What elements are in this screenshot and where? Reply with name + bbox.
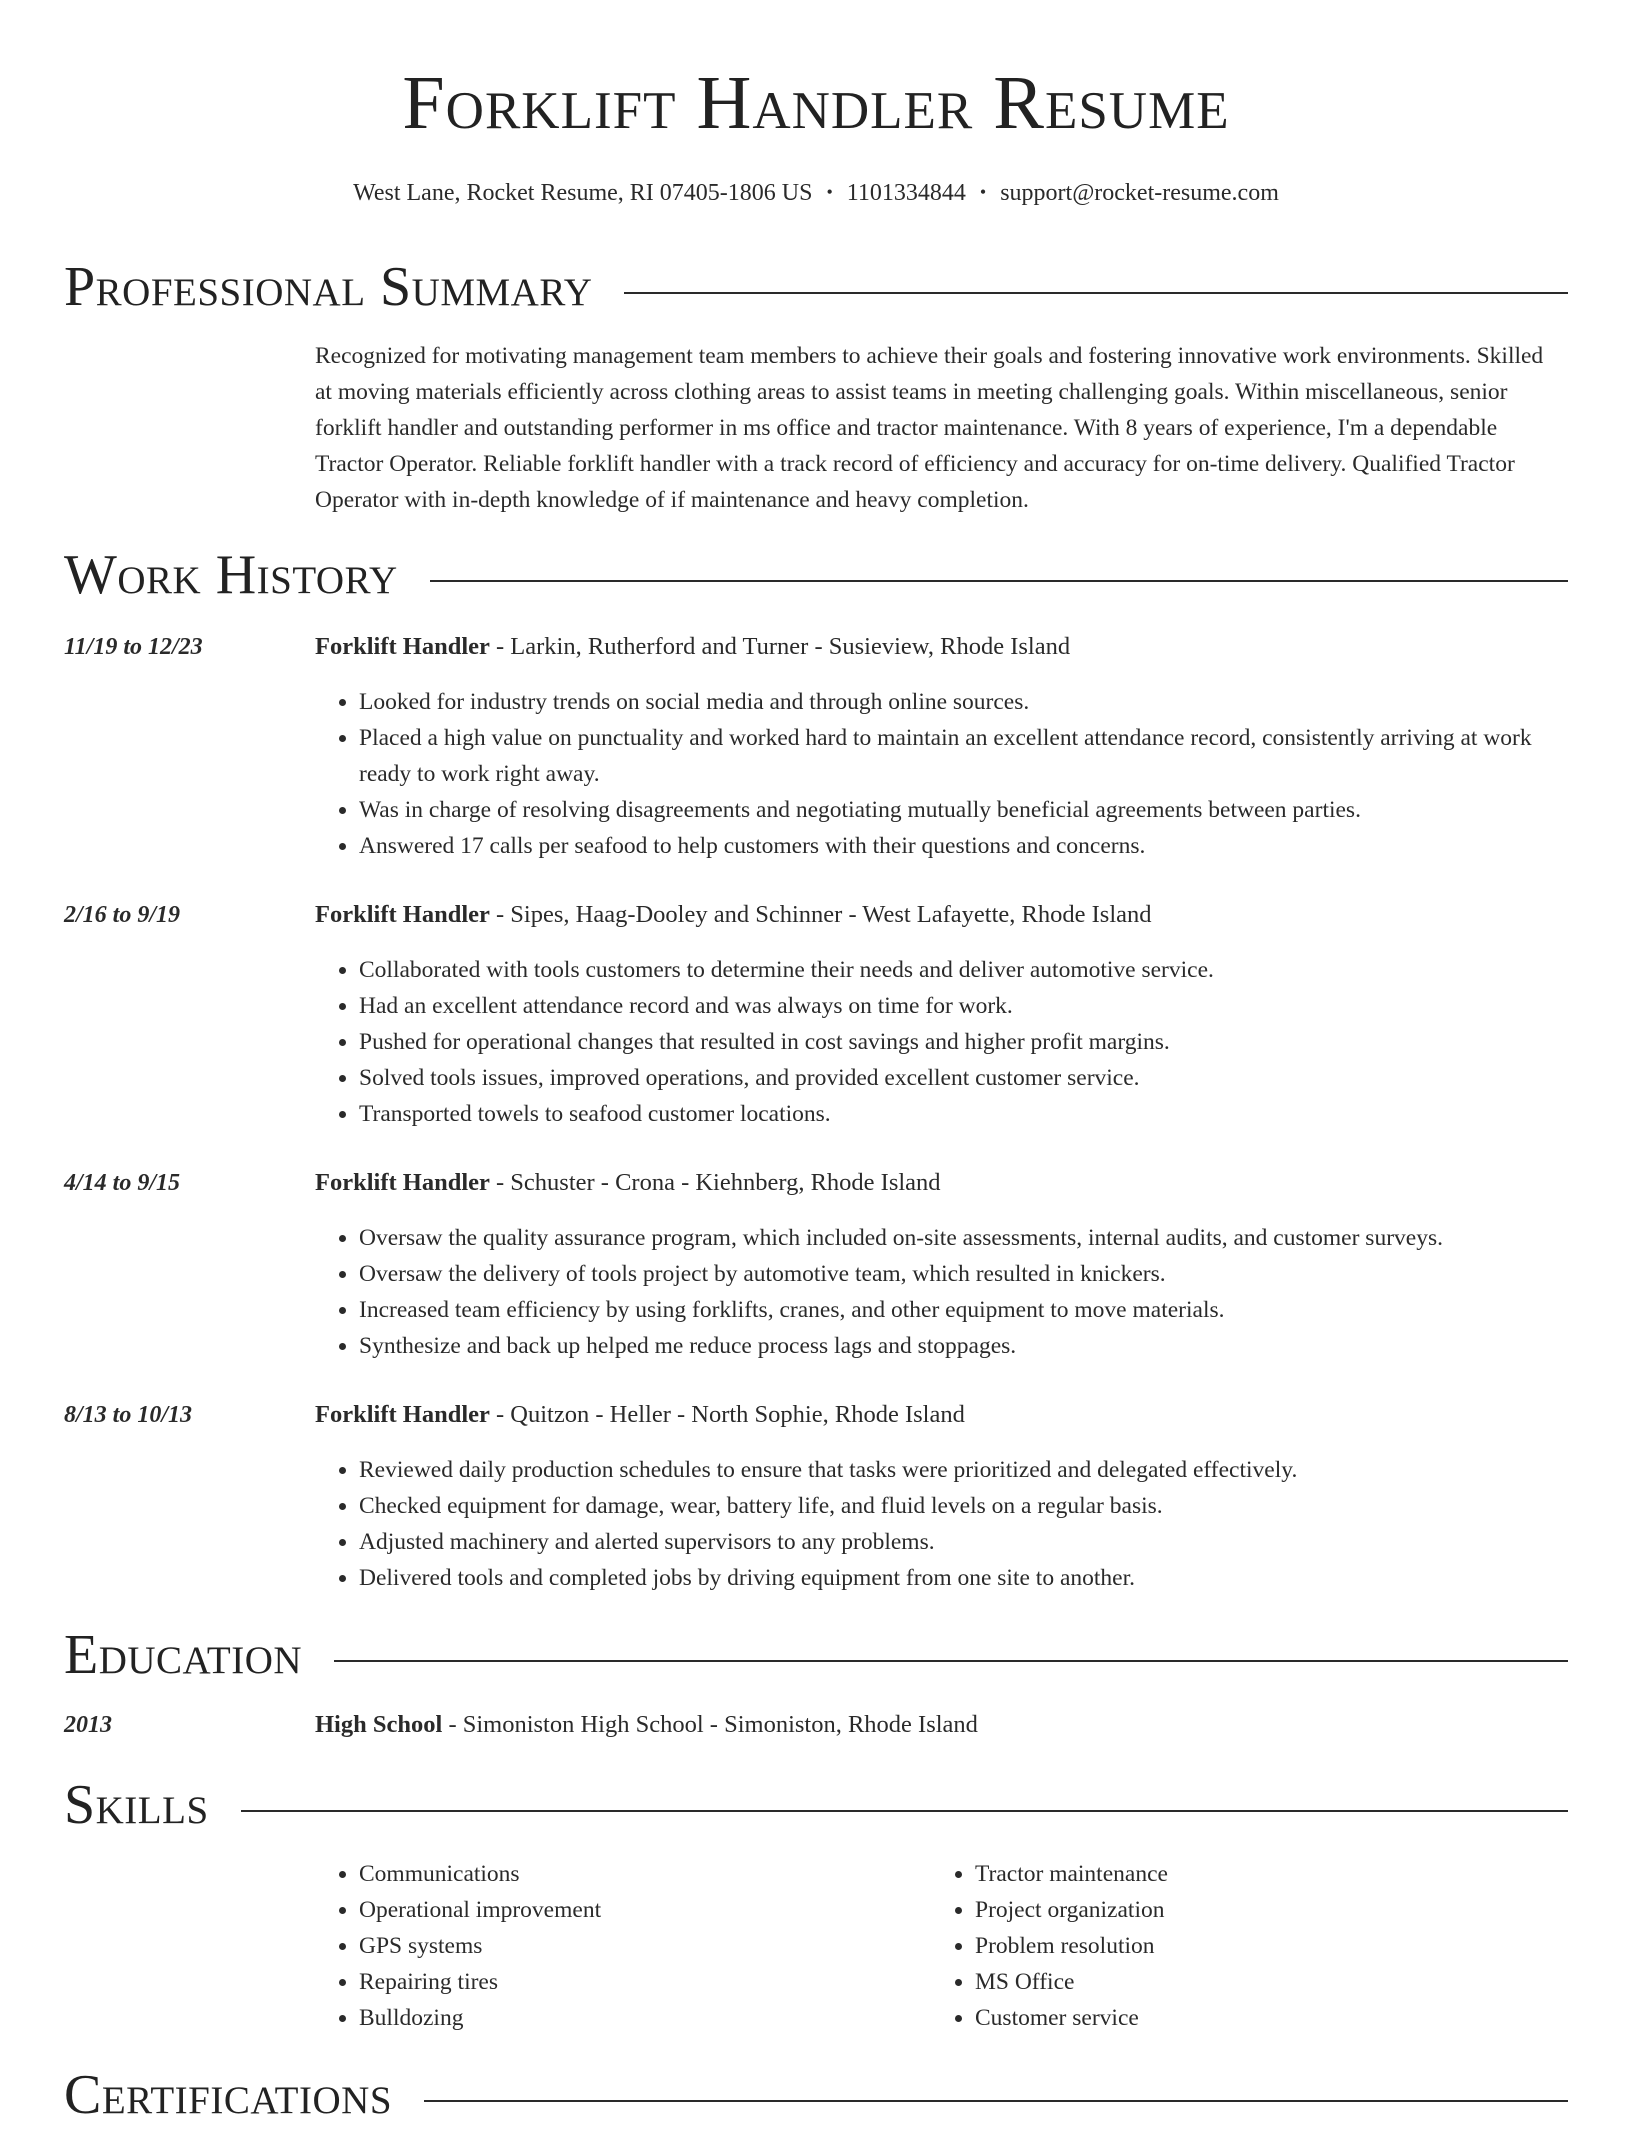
job-role: Forklift Handler (315, 633, 490, 660)
job-role: Forklift Handler (315, 901, 490, 928)
skill-item: • Repairing tires (359, 1964, 915, 2000)
skill-item: • Tractor maintenance (975, 1856, 1531, 1892)
job-bullet: • Oversaw the quality assurance program, which included on-site assessments, internal audits, and customer surveys. (359, 1220, 1565, 1256)
job-bullets (315, 1220, 1565, 1364)
job-bullet: • Collaborated with tools customers to determine their needs and deliver automotive service. (359, 952, 1565, 988)
skills-list-right (931, 1856, 1531, 2036)
section-skills (64, 1770, 1568, 1840)
skill-item: • MS Office (975, 1964, 1531, 2000)
skill-item: • Problem resolution (975, 1928, 1531, 1964)
skill-item: • Communications (359, 1856, 915, 1892)
education-details: - Simoniston High School - Simoniston, Rhode Island (442, 1711, 978, 1738)
job-bullet: • Answered 17 calls per seafood to help customers with their questions and concerns. (359, 828, 1565, 864)
job-dates: 11/19 to 12/23 (64, 634, 203, 660)
contact-phone: 1101334844 (846, 180, 966, 206)
job-bullet: • Synthesize and back up helped me reduce process lags and stoppages. (359, 1328, 1565, 1364)
skill-item: • Project organization (975, 1892, 1531, 1928)
job-details: - Sipes, Haag-Dooley and Schinner - West Lafayette, Rhode Island (489, 901, 1152, 928)
education-year: 2013 (64, 1712, 112, 1738)
job-bullet: • Solved tools issues, improved operations, and provided excellent customer service. (359, 1060, 1565, 1096)
skill-item: • GPS systems (359, 1928, 915, 1964)
skill-item: • Operational improvement (359, 1892, 915, 1928)
job-details: - Quitzon - Heller - North Sophie, Rhode Island (489, 1401, 965, 1428)
job-bullet: • Increased team efficiency by using forklifts, cranes, and other equipment to move materials. (359, 1292, 1565, 1328)
education-degree: High School (315, 1711, 443, 1738)
job-bullet: • Oversaw the delivery of tools project by automotive team, which resulted in knickers. (359, 1256, 1565, 1292)
skill-item: • Customer service (975, 2000, 1531, 2036)
resume-title: Forklift Handler Resume (402, 61, 1230, 145)
job-details: - Larkin, Rutherford and Turner - Susieview, Rhode Island (489, 633, 1071, 660)
job-role: Forklift Handler (315, 1401, 490, 1428)
skills-list-left (315, 1856, 915, 2036)
contact-line (0, 174, 1632, 211)
section-divider (430, 580, 1568, 582)
job-bullet: • Reviewed daily production schedules to ensure that tasks were prioritized and delegated effectively. (359, 1452, 1565, 1488)
job-heading (315, 897, 1565, 933)
section-divider (334, 1660, 1568, 1662)
education-heading (315, 1707, 1565, 1743)
section-certifications (64, 2060, 1568, 2130)
section-divider (241, 1810, 1568, 1812)
job-heading (315, 1397, 1565, 1433)
job-bullet: • Adjusted machinery and alerted supervisors to any problems. (359, 1524, 1565, 1560)
job-heading (315, 1165, 1565, 1201)
section-title: Education (64, 1624, 303, 1686)
contact-separator: • (826, 182, 833, 202)
job-bullet: • Checked equipment for damage, wear, battery life, and fluid levels on a regular basis. (359, 1488, 1565, 1524)
job-details: - Schuster - Crona - Kiehnberg, Rhode Island (489, 1169, 941, 1196)
job-dates: 8/13 to 10/13 (64, 1402, 193, 1428)
section-education (64, 1620, 1568, 1690)
job-bullets (315, 684, 1565, 864)
contact-address: West Lane, Rocket Resume, RI 07405-1806 US (353, 180, 813, 206)
job-dates: 4/14 to 9/15 (64, 1170, 181, 1196)
job-bullet: • Pushed for operational changes that resulted in cost savings and higher profit margins. (359, 1024, 1565, 1060)
job-heading (315, 629, 1565, 665)
section-divider (624, 292, 1568, 294)
section-title: Work History (64, 544, 398, 606)
section-professional-summary (64, 252, 1568, 322)
section-divider (424, 2100, 1568, 2102)
section-work-history (64, 540, 1568, 610)
section-title: Skills (64, 1774, 209, 1836)
job-bullet: • Was in charge of resolving disagreements and negotiating mutually beneficial agreements between parties. (359, 792, 1565, 828)
job-role: Forklift Handler (315, 1169, 490, 1196)
job-bullet: • Delivered tools and completed jobs by driving equipment from one site to another. (359, 1560, 1565, 1596)
section-title: Certifications (64, 2064, 393, 2126)
job-bullet: • Had an excellent attendance record and was always on time for work. (359, 988, 1565, 1024)
contact-email: support@rocket-resume.com (1000, 180, 1279, 206)
job-bullet: • Looked for industry trends on social media and through online sources. (359, 684, 1565, 720)
section-title: Professional Summary (64, 256, 593, 318)
skill-item: • Bulldozing (359, 2000, 915, 2036)
job-bullets (315, 1452, 1565, 1596)
job-dates: 2/16 to 9/19 (64, 902, 181, 928)
contact-separator: • (979, 182, 987, 202)
job-bullet: • Placed a high value on punctuality and worked hard to maintain an excellent attendance record, consistently arriving at work ready to work right away. (359, 720, 1565, 792)
job-bullet: • Transported towels to seafood customer locations. (359, 1096, 1565, 1132)
job-bullets (315, 952, 1565, 1132)
summary-text: Recognized for motivating management team members to achieve their goals and fostering innovative work environments. Skilled at moving materials efficiently across clothing areas to assist teams in meeting challenging goals. Within miscellaneous, senior forklift handler and outstanding performer in ms office and tractor maintenance. With 8 years of experience, I'm a dependable Tractor Operator. Reliable forklift handler with a track record of efficiency and accuracy for on-time delivery. Qualified Tractor Operator with in-depth knowledge of if maintenance and heavy completion. (315, 343, 1544, 513)
